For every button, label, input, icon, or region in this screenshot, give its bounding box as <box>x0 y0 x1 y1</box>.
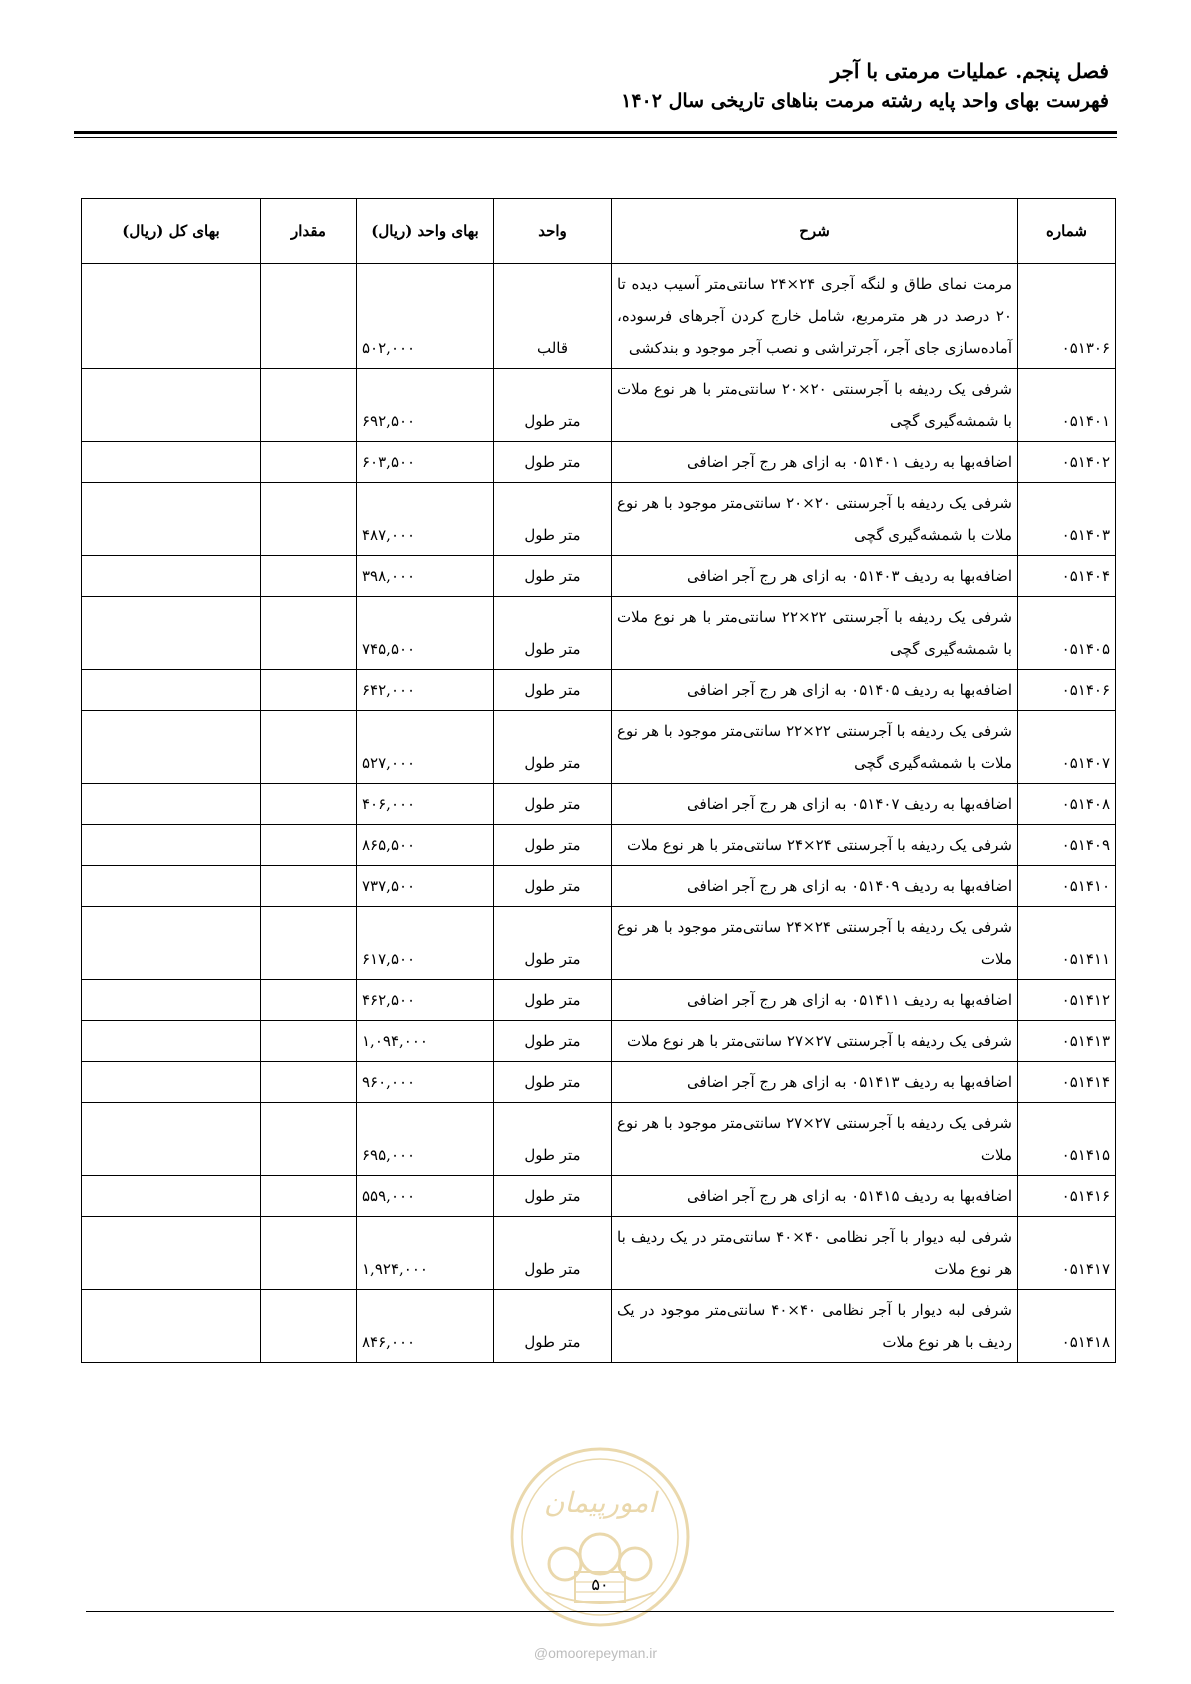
item-number: ۰۵۱۴۱۱ <box>1018 907 1116 980</box>
item-quantity <box>261 866 357 907</box>
item-number: ۰۵۱۴۱۴ <box>1018 1062 1116 1103</box>
item-unit-price: ۴۶۲,۵۰۰ <box>357 980 494 1021</box>
item-unit-price: ۷۴۵,۵۰۰ <box>357 597 494 670</box>
item-total-price <box>82 597 261 670</box>
item-unit: متر طول <box>494 711 612 784</box>
item-unit-price: ۶۱۷,۵۰۰ <box>357 907 494 980</box>
item-quantity <box>261 711 357 784</box>
item-unit: متر طول <box>494 907 612 980</box>
item-description: شرفی یک ردیفه با آجرسنتی ۲۷×۲۷ سانتی‌متر با هر نوع ملات <box>612 1021 1018 1062</box>
item-unit-price: ۶۰۳,۵۰۰ <box>357 442 494 483</box>
item-number: ۰۵۱۴۰۲ <box>1018 442 1116 483</box>
header-rule-thin <box>74 137 1117 138</box>
item-number: ۰۵۱۴۰۷ <box>1018 711 1116 784</box>
item-number: ۰۵۱۴۰۳ <box>1018 483 1116 556</box>
item-unit: متر طول <box>494 825 612 866</box>
item-total-price <box>82 264 261 369</box>
item-unit: متر طول <box>494 597 612 670</box>
item-unit-price: ۵۰۲,۰۰۰ <box>357 264 494 369</box>
item-total-price <box>82 556 261 597</box>
item-total-price <box>82 483 261 556</box>
item-number: ۰۵۱۴۱۳ <box>1018 1021 1116 1062</box>
item-number: ۰۵۱۴۱۷ <box>1018 1217 1116 1290</box>
item-unit-price: ۴۸۷,۰۰۰ <box>357 483 494 556</box>
item-unit-price: ۷۳۷,۵۰۰ <box>357 866 494 907</box>
price-table <box>81 198 1116 1363</box>
column-header-number: شماره <box>1018 199 1116 264</box>
item-total-price <box>82 825 261 866</box>
item-description: شرفی لبه دیوار با آجر نظامی ۴۰×۴۰ سانتی‌متر در یک ردیف با هر نوع ملات <box>612 1217 1018 1290</box>
table-row <box>82 784 1116 825</box>
item-total-price <box>82 1217 261 1290</box>
item-unit: قالب <box>494 264 612 369</box>
site-watermark: @omoorepeyman.ir <box>533 1645 658 1661</box>
seal-lettering: امورپیمان <box>543 1486 657 1519</box>
item-total-price <box>82 711 261 784</box>
table-row <box>82 556 1116 597</box>
item-unit: متر طول <box>494 1176 612 1217</box>
table-row <box>82 1290 1116 1363</box>
table-row <box>82 825 1116 866</box>
item-unit-price: ۶۴۲,۰۰۰ <box>357 670 494 711</box>
item-unit: متر طول <box>494 1103 612 1176</box>
gear-icon <box>580 1534 620 1574</box>
item-unit-price: ۳۹۸,۰۰۰ <box>357 556 494 597</box>
item-description: اضافه‌بها به ردیف ۰۵۱۴۱۳ به ازای هر رج آجر اضافی <box>612 1062 1018 1103</box>
item-unit-price: ۶۹۲,۵۰۰ <box>357 369 494 442</box>
item-total-price <box>82 369 261 442</box>
item-unit: متر طول <box>494 556 612 597</box>
table-row <box>82 866 1116 907</box>
item-quantity <box>261 556 357 597</box>
item-number: ۰۵۱۴۱۵ <box>1018 1103 1116 1176</box>
item-description: شرفی لبه دیوار با آجر نظامی ۴۰×۴۰ سانتی‌متر موجود در یک ردیف با هر نوع ملات <box>612 1290 1018 1363</box>
item-quantity <box>261 784 357 825</box>
item-quantity <box>261 1062 357 1103</box>
item-unit: متر طول <box>494 670 612 711</box>
item-unit-price: ۱,۰۹۴,۰۰۰ <box>357 1021 494 1062</box>
table-row <box>82 264 1116 369</box>
footer-rule <box>86 1611 1114 1612</box>
table-row <box>82 1021 1116 1062</box>
item-description: اضافه‌بها به ردیف ۰۵۱۴۰۵ به ازای هر رج آجر اضافی <box>612 670 1018 711</box>
item-unit-price: ۸۴۶,۰۰۰ <box>357 1290 494 1363</box>
item-total-price <box>82 784 261 825</box>
item-total-price <box>82 1176 261 1217</box>
item-quantity <box>261 369 357 442</box>
item-quantity <box>261 1176 357 1217</box>
item-total-price <box>82 1103 261 1176</box>
item-description: شرفی یک ردیفه با آجرسنتی ۲۷×۲۷ سانتی‌متر موجود با هر نوع ملات <box>612 1103 1018 1176</box>
item-description: شرفی یک ردیفه با آجرسنتی ۲۴×۲۴ سانتی‌متر با هر نوع ملات <box>612 825 1018 866</box>
item-unit-price: ۹۶۰,۰۰۰ <box>357 1062 494 1103</box>
chapter-title: فصل پنجم. عملیات مرمتی با آجر <box>830 59 1109 83</box>
table-row <box>82 597 1116 670</box>
item-unit: متر طول <box>494 1062 612 1103</box>
item-description: شرفی یک ردیفه با آجرسنتی ۲۴×۲۴ سانتی‌متر موجود با هر نوع ملات <box>612 907 1018 980</box>
item-number: ۰۵۱۴۰۴ <box>1018 556 1116 597</box>
table-row <box>82 907 1116 980</box>
watermark-seal <box>505 1442 695 1632</box>
item-description: شرفی یک ردیفه با آجرسنتی ۲۲×۲۲ سانتی‌متر موجود با هر نوع ملات با شمشه‌گیری گچی <box>612 711 1018 784</box>
table-row <box>82 1217 1116 1290</box>
header-rule-thick <box>74 131 1117 134</box>
item-number: ۰۵۱۳۰۶ <box>1018 264 1116 369</box>
item-total-price <box>82 1062 261 1103</box>
item-quantity <box>261 264 357 369</box>
item-quantity <box>261 825 357 866</box>
item-unit: متر طول <box>494 1290 612 1363</box>
table-row <box>82 670 1116 711</box>
item-quantity <box>261 670 357 711</box>
item-unit-price: ۴۰۶,۰۰۰ <box>357 784 494 825</box>
item-number: ۰۵۱۴۰۶ <box>1018 670 1116 711</box>
item-total-price <box>82 670 261 711</box>
item-description: اضافه‌بها به ردیف ۰۵۱۴۰۹ به ازای هر رج آجر اضافی <box>612 866 1018 907</box>
item-total-price <box>82 1290 261 1363</box>
item-quantity <box>261 980 357 1021</box>
item-description: اضافه‌بها به ردیف ۰۵۱۴۰۱ به ازای هر رج آجر اضافی <box>612 442 1018 483</box>
item-total-price <box>82 866 261 907</box>
column-header-total-price: بهای کل (ریال) <box>82 199 261 264</box>
item-quantity <box>261 442 357 483</box>
item-unit: متر طول <box>494 866 612 907</box>
item-quantity <box>261 1217 357 1290</box>
item-number: ۰۵۱۴۰۱ <box>1018 369 1116 442</box>
item-number: ۰۵۱۴۱۶ <box>1018 1176 1116 1217</box>
item-unit: متر طول <box>494 442 612 483</box>
item-quantity <box>261 1021 357 1062</box>
item-description: شرفی یک ردیفه با آجرسنتی ۲۰×۲۰ سانتی‌متر با هر نوع ملات با شمشه‌گیری گچی <box>612 369 1018 442</box>
item-quantity <box>261 907 357 980</box>
item-quantity <box>261 597 357 670</box>
page-header <box>69 56 1109 116</box>
item-description: اضافه‌بها به ردیف ۰۵۱۴۱۵ به ازای هر رج آجر اضافی <box>612 1176 1018 1217</box>
table-row <box>82 980 1116 1021</box>
table-row <box>82 483 1116 556</box>
item-unit: متر طول <box>494 980 612 1021</box>
table-row <box>82 442 1116 483</box>
item-quantity <box>261 483 357 556</box>
column-header-quantity: مقدار <box>261 199 357 264</box>
item-unit-price: ۶۹۵,۰۰۰ <box>357 1103 494 1176</box>
item-unit-price: ۸۶۵,۵۰۰ <box>357 825 494 866</box>
item-description: اضافه‌بها به ردیف ۰۵۱۴۱۱ به ازای هر رج آجر اضافی <box>612 980 1018 1021</box>
item-total-price <box>82 442 261 483</box>
item-description: شرفی یک ردیفه با آجرسنتی ۲۰×۲۰ سانتی‌متر موجود با هر نوع ملات با شمشه‌گیری گچی <box>612 483 1018 556</box>
item-unit: متر طول <box>494 369 612 442</box>
item-total-price <box>82 980 261 1021</box>
item-description: اضافه‌بها به ردیف ۰۵۱۴۰۳ به ازای هر رج آجر اضافی <box>612 556 1018 597</box>
table-row <box>82 711 1116 784</box>
item-unit-price: ۱,۹۲۴,۰۰۰ <box>357 1217 494 1290</box>
table-row <box>82 1103 1116 1176</box>
item-unit: متر طول <box>494 1217 612 1290</box>
item-number: ۰۵۱۴۰۸ <box>1018 784 1116 825</box>
table-row <box>82 369 1116 442</box>
item-number: ۰۵۱۴۱۰ <box>1018 866 1116 907</box>
table-row <box>82 1062 1116 1103</box>
item-unit-price: ۵۵۹,۰۰۰ <box>357 1176 494 1217</box>
item-number: ۰۵۱۴۰۹ <box>1018 825 1116 866</box>
item-quantity <box>261 1103 357 1176</box>
item-quantity <box>261 1290 357 1363</box>
item-description: مرمت نمای طاق و لنگه آجری ۲۴×۲۴ سانتی‌متر آسیب دیده تا ۲۰ درصد در هر مترمربع، شامل خارج کردن آجرهای فرسوده، آماده‌سازی جای آجر، آجرتراشی و نصب آجر موجود و بندکشی <box>612 264 1018 369</box>
item-unit: متر طول <box>494 784 612 825</box>
item-number: ۰۵۱۴۱۸ <box>1018 1290 1116 1363</box>
price-list-title: فهرست بهای واحد پایه رشته مرمت بناهای تاریخی سال ۱۴۰۲ <box>621 90 1109 112</box>
table-row <box>82 1176 1116 1217</box>
column-header-unit: واحد <box>494 199 612 264</box>
page-number: ۵۰ <box>591 1575 609 1594</box>
item-number: ۰۵۱۴۱۲ <box>1018 980 1116 1021</box>
column-header-unit-price: بهای واحد (ریال) <box>357 199 494 264</box>
table-header-row <box>82 199 1116 264</box>
item-unit: متر طول <box>494 1021 612 1062</box>
item-total-price <box>82 907 261 980</box>
item-number: ۰۵۱۴۰۵ <box>1018 597 1116 670</box>
item-unit: متر طول <box>494 483 612 556</box>
item-description: شرفی یک ردیفه با آجرسنتی ۲۲×۲۲ سانتی‌متر با هر نوع ملات با شمشه‌گیری گچی <box>612 597 1018 670</box>
item-unit-price: ۵۲۷,۰۰۰ <box>357 711 494 784</box>
table-body <box>82 264 1116 1363</box>
item-total-price <box>82 1021 261 1062</box>
item-description: اضافه‌بها به ردیف ۰۵۱۴۰۷ به ازای هر رج آجر اضافی <box>612 784 1018 825</box>
column-header-description: شرح <box>612 199 1018 264</box>
